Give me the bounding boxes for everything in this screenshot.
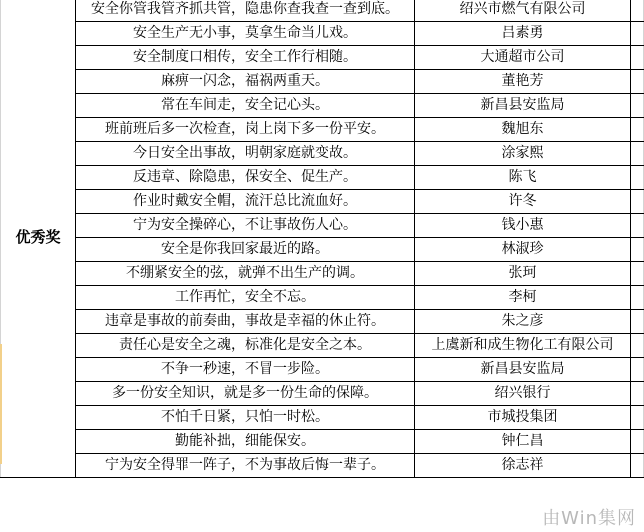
author-cell[interactable]: 钟仁昌: [415, 430, 631, 454]
empty-cell[interactable]: [631, 286, 644, 310]
table-row: [1, 166, 644, 190]
table-row: [1, 358, 644, 382]
empty-cell[interactable]: [631, 142, 644, 166]
table-row: [1, 238, 644, 262]
empty-cell[interactable]: [631, 334, 644, 358]
author-cell[interactable]: 新昌县安监局: [415, 358, 631, 382]
slogan-cell[interactable]: 麻痹一闪念，福祸两重天。: [76, 70, 415, 94]
table-row: [1, 0, 644, 22]
empty-cell[interactable]: [631, 430, 644, 454]
slogan-cell[interactable]: 反违章、除隐患，保安全、促生产。: [76, 166, 415, 190]
table-row: [1, 94, 644, 118]
slogan-cell[interactable]: 常在车间走，安全记心头。: [76, 94, 415, 118]
slogan-cell[interactable]: 责任心是安全之魂，标准化是安全之本。: [76, 334, 415, 358]
author-cell[interactable]: 大通超市公司: [415, 46, 631, 70]
table-row: [1, 262, 644, 286]
table-row: [1, 70, 644, 94]
table-row: [1, 454, 644, 478]
author-cell[interactable]: 张珂: [415, 262, 631, 286]
table-row: [1, 118, 644, 142]
slogan-cell[interactable]: 安全你管我管齐抓共管，隐患你查我查一查到底。: [76, 0, 415, 22]
author-cell[interactable]: 上虞新和成生物化工有限公司: [415, 334, 631, 358]
author-cell[interactable]: 朱之彦: [415, 310, 631, 334]
empty-cell[interactable]: [631, 190, 644, 214]
awards-table-body: [1, 0, 644, 478]
empty-cell[interactable]: [631, 238, 644, 262]
table-row: [1, 382, 644, 406]
author-cell[interactable]: 吕素勇: [415, 22, 631, 46]
author-cell[interactable]: 涂家熙: [415, 142, 631, 166]
watermark-text: 由Win集网: [542, 508, 636, 529]
author-cell[interactable]: 新昌县安监局: [415, 94, 631, 118]
slogan-cell[interactable]: 不怕千日紧，只怕一时松。: [76, 406, 415, 430]
slogan-cell[interactable]: 宁为安全操碎心，不让事故伤人心。: [76, 214, 415, 238]
slogan-cell[interactable]: 勤能补拙，细能保安。: [76, 430, 415, 454]
slogan-cell[interactable]: 作业时戴安全帽，流汗总比流血好。: [76, 190, 415, 214]
table-row: [1, 214, 644, 238]
empty-cell[interactable]: [631, 0, 644, 22]
slogan-cell[interactable]: 宁为安全得罪一阵子，不为事故后悔一辈子。: [76, 454, 415, 478]
author-cell[interactable]: 许冬: [415, 190, 631, 214]
author-cell[interactable]: 李柯: [415, 286, 631, 310]
slogan-cell[interactable]: 违章是事故的前奏曲，事故是幸福的休止符。: [76, 310, 415, 334]
slogan-cell[interactable]: 今日安全出事故，明朝家庭就变故。: [76, 142, 415, 166]
table-row: [1, 142, 644, 166]
slogan-cell[interactable]: 安全制度口相传，安全工作行相随。: [76, 46, 415, 70]
empty-cell[interactable]: [631, 166, 644, 190]
slogan-cell[interactable]: 不绷紧安全的弦，就弹不出生产的调。: [76, 262, 415, 286]
author-cell[interactable]: 徐志祥: [415, 454, 631, 478]
author-cell[interactable]: 绍兴市燃气有限公司: [415, 0, 631, 22]
author-cell[interactable]: 绍兴银行: [415, 382, 631, 406]
slogan-cell[interactable]: 班前班后多一次检查，岗上岗下多一份平安。: [76, 118, 415, 142]
row-selection-marker: [0, 344, 2, 464]
empty-cell[interactable]: [631, 70, 644, 94]
author-cell[interactable]: 钱小惠: [415, 214, 631, 238]
empty-cell[interactable]: [631, 358, 644, 382]
award-category-cell[interactable]: 优秀奖: [1, 0, 76, 478]
empty-cell[interactable]: [631, 310, 644, 334]
empty-cell[interactable]: [631, 46, 644, 70]
slogan-cell[interactable]: 多一份安全知识，就是多一份生命的保障。: [76, 382, 415, 406]
empty-cell[interactable]: [631, 214, 644, 238]
table-row: [1, 190, 644, 214]
table-row: [1, 334, 644, 358]
slogan-cell[interactable]: 不争一秒速，不冒一步险。: [76, 358, 415, 382]
slogan-cell[interactable]: 工作再忙，安全不忘。: [76, 286, 415, 310]
author-cell[interactable]: 陈飞: [415, 166, 631, 190]
slogan-cell[interactable]: 安全生产无小事，莫拿生命当儿戏。: [76, 22, 415, 46]
empty-cell[interactable]: [631, 118, 644, 142]
slogan-cell[interactable]: 安全是你我回家最近的路。: [76, 238, 415, 262]
author-cell[interactable]: 林淑珍: [415, 238, 631, 262]
empty-cell[interactable]: [631, 382, 644, 406]
empty-cell[interactable]: [631, 406, 644, 430]
empty-cell[interactable]: [631, 262, 644, 286]
table-row: [1, 406, 644, 430]
table-row: [1, 46, 644, 70]
table-row: [1, 310, 644, 334]
empty-cell[interactable]: [631, 94, 644, 118]
table-row: [1, 22, 644, 46]
empty-cell[interactable]: [631, 22, 644, 46]
table-row: [1, 286, 644, 310]
table-row: [1, 430, 644, 454]
author-cell[interactable]: 董艳芳: [415, 70, 631, 94]
author-cell[interactable]: 市城投集团: [415, 406, 631, 430]
author-cell[interactable]: 魏旭东: [415, 118, 631, 142]
empty-cell[interactable]: [631, 454, 644, 478]
